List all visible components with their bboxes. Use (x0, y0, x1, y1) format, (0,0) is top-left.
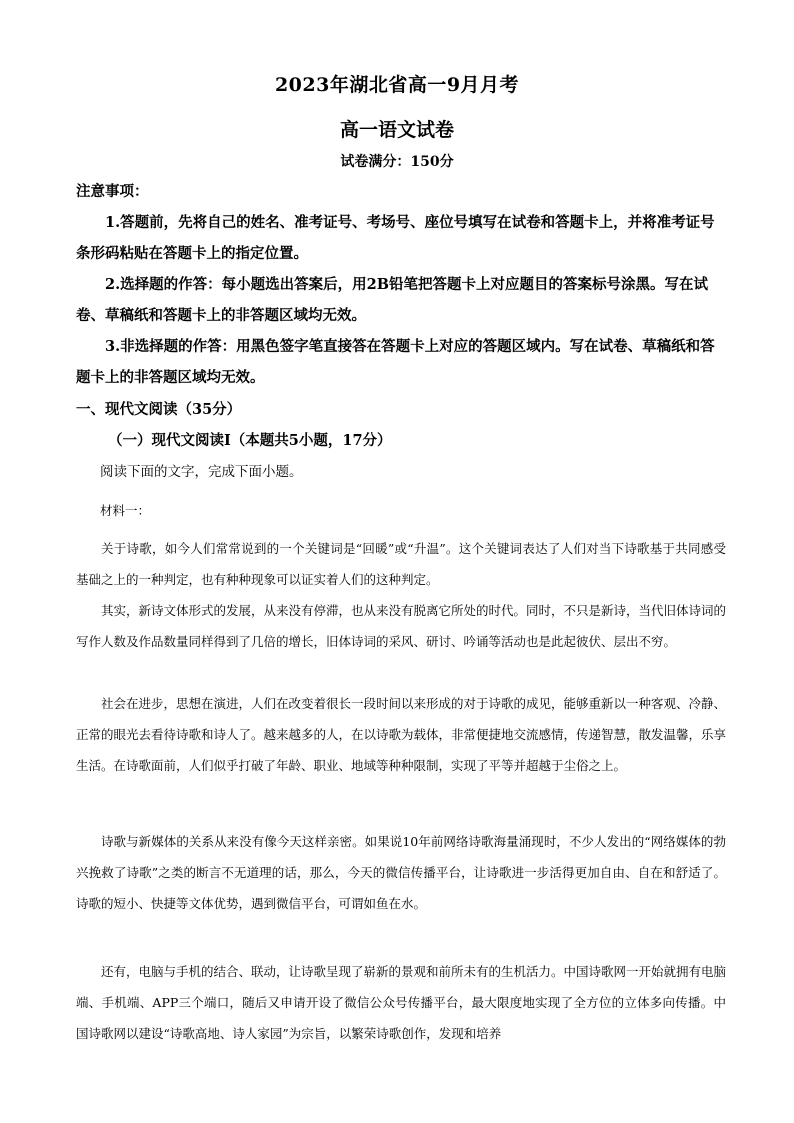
paragraph-5: 还有，电脑与手机的结合、联动，让诗歌呈现了崭新的景观和前所未有的生机活力。中国诗歌网一开始就拥有电脑端、手机端、APP三个端口，随后又申请开设了微信公众号传播平台，最大限度地实现了全方位的立体多向传播。中国诗歌网以建设“诗歌高地、诗人家园”为宗旨，以繁荣诗歌创作，发现和培养 (76, 964, 727, 1041)
exam-title: 2023年湖北省高一9月月考 (274, 74, 520, 96)
reading-instruction: 阅读下面的文字，完成下面小题。 (100, 464, 303, 480)
paragraph-4: 诗歌与新媒体的关系从来没有像今天这样亲密。如果说10年前网络诗歌海量涌现时，不少人发出的“网络媒体的勃兴挽救了诗歌”之类的断言不无道理的话，那么，今天的微信传播平台，让诗歌进一步活得更加自由、自在和舒适了。诗歌的短小、快捷等文体优势，遇到微信平台，可谓如鱼在水。 (76, 834, 726, 911)
full-score: 试卷满分：150分 (340, 154, 454, 170)
exam-subtitle: 高一语文试卷 (339, 119, 454, 141)
notice-item-1: 1.答题前，先将自己的姓名、准考证号、考场号、座位号填写在试卷和答题卡上，并将准考证号条形码粘贴在答题卡上的指定位置。 (76, 214, 715, 262)
notice-item-2: 2.选择题的作答：每小题选出答案后，用2B铅笔把答题卡上对应题目的答案标号涂黑。写在试卷、草稿纸和答题卡上的非答题区域均无效。 (76, 276, 708, 324)
paragraph-2: 其实，新诗文体形式的发展，从来没有停滞，也从来没有脱离它所处的时代。同时，不只是新诗，当代旧体诗词的写作人数及作品数量同样得到了几倍的增长，旧体诗词的采风、研讨、吟诵等活动也是此起彼伏、层出不穷。 (76, 603, 727, 649)
section-heading: 一、现代文阅读（35分） (76, 401, 242, 418)
subsection-heading: （一）现代文阅读Ⅰ（本题共5小题，17分） (108, 432, 392, 449)
paragraph-1: 关于诗歌，如今人们常常说到的一个关键词是“回暖”或“升温”。这个关键词表达了人们对当下诗歌基于共同感受基础之上的一种判定，也有种种现象可以证实着人们的这种判定。 (76, 541, 726, 587)
notice-heading: 注意事项： (76, 183, 149, 200)
material-label: 材料一： (100, 503, 151, 518)
paragraph-3: 社会在进步，思想在演进，人们在改变着很长一段时间以来形成的对于诗歌的成见，能够重新以一种客观、冷静、正常的眼光去看待诗歌和诗人了。越来越多的人，在以诗歌为载体，非常便捷地交流感情，传递智慧，散发温馨，乐享生活。在诗歌面前，人们似乎打破了年龄、职业、地域等种种限制，实现了平等并超越于尘俗之上。 (76, 696, 727, 773)
notice-item-3: 3.非选择题的作答：用黑色签字笔直接答在答题卡上对应的答题区域内。写在试卷、草稿纸和答题卡上的非答题区域均无效。 (76, 338, 715, 386)
